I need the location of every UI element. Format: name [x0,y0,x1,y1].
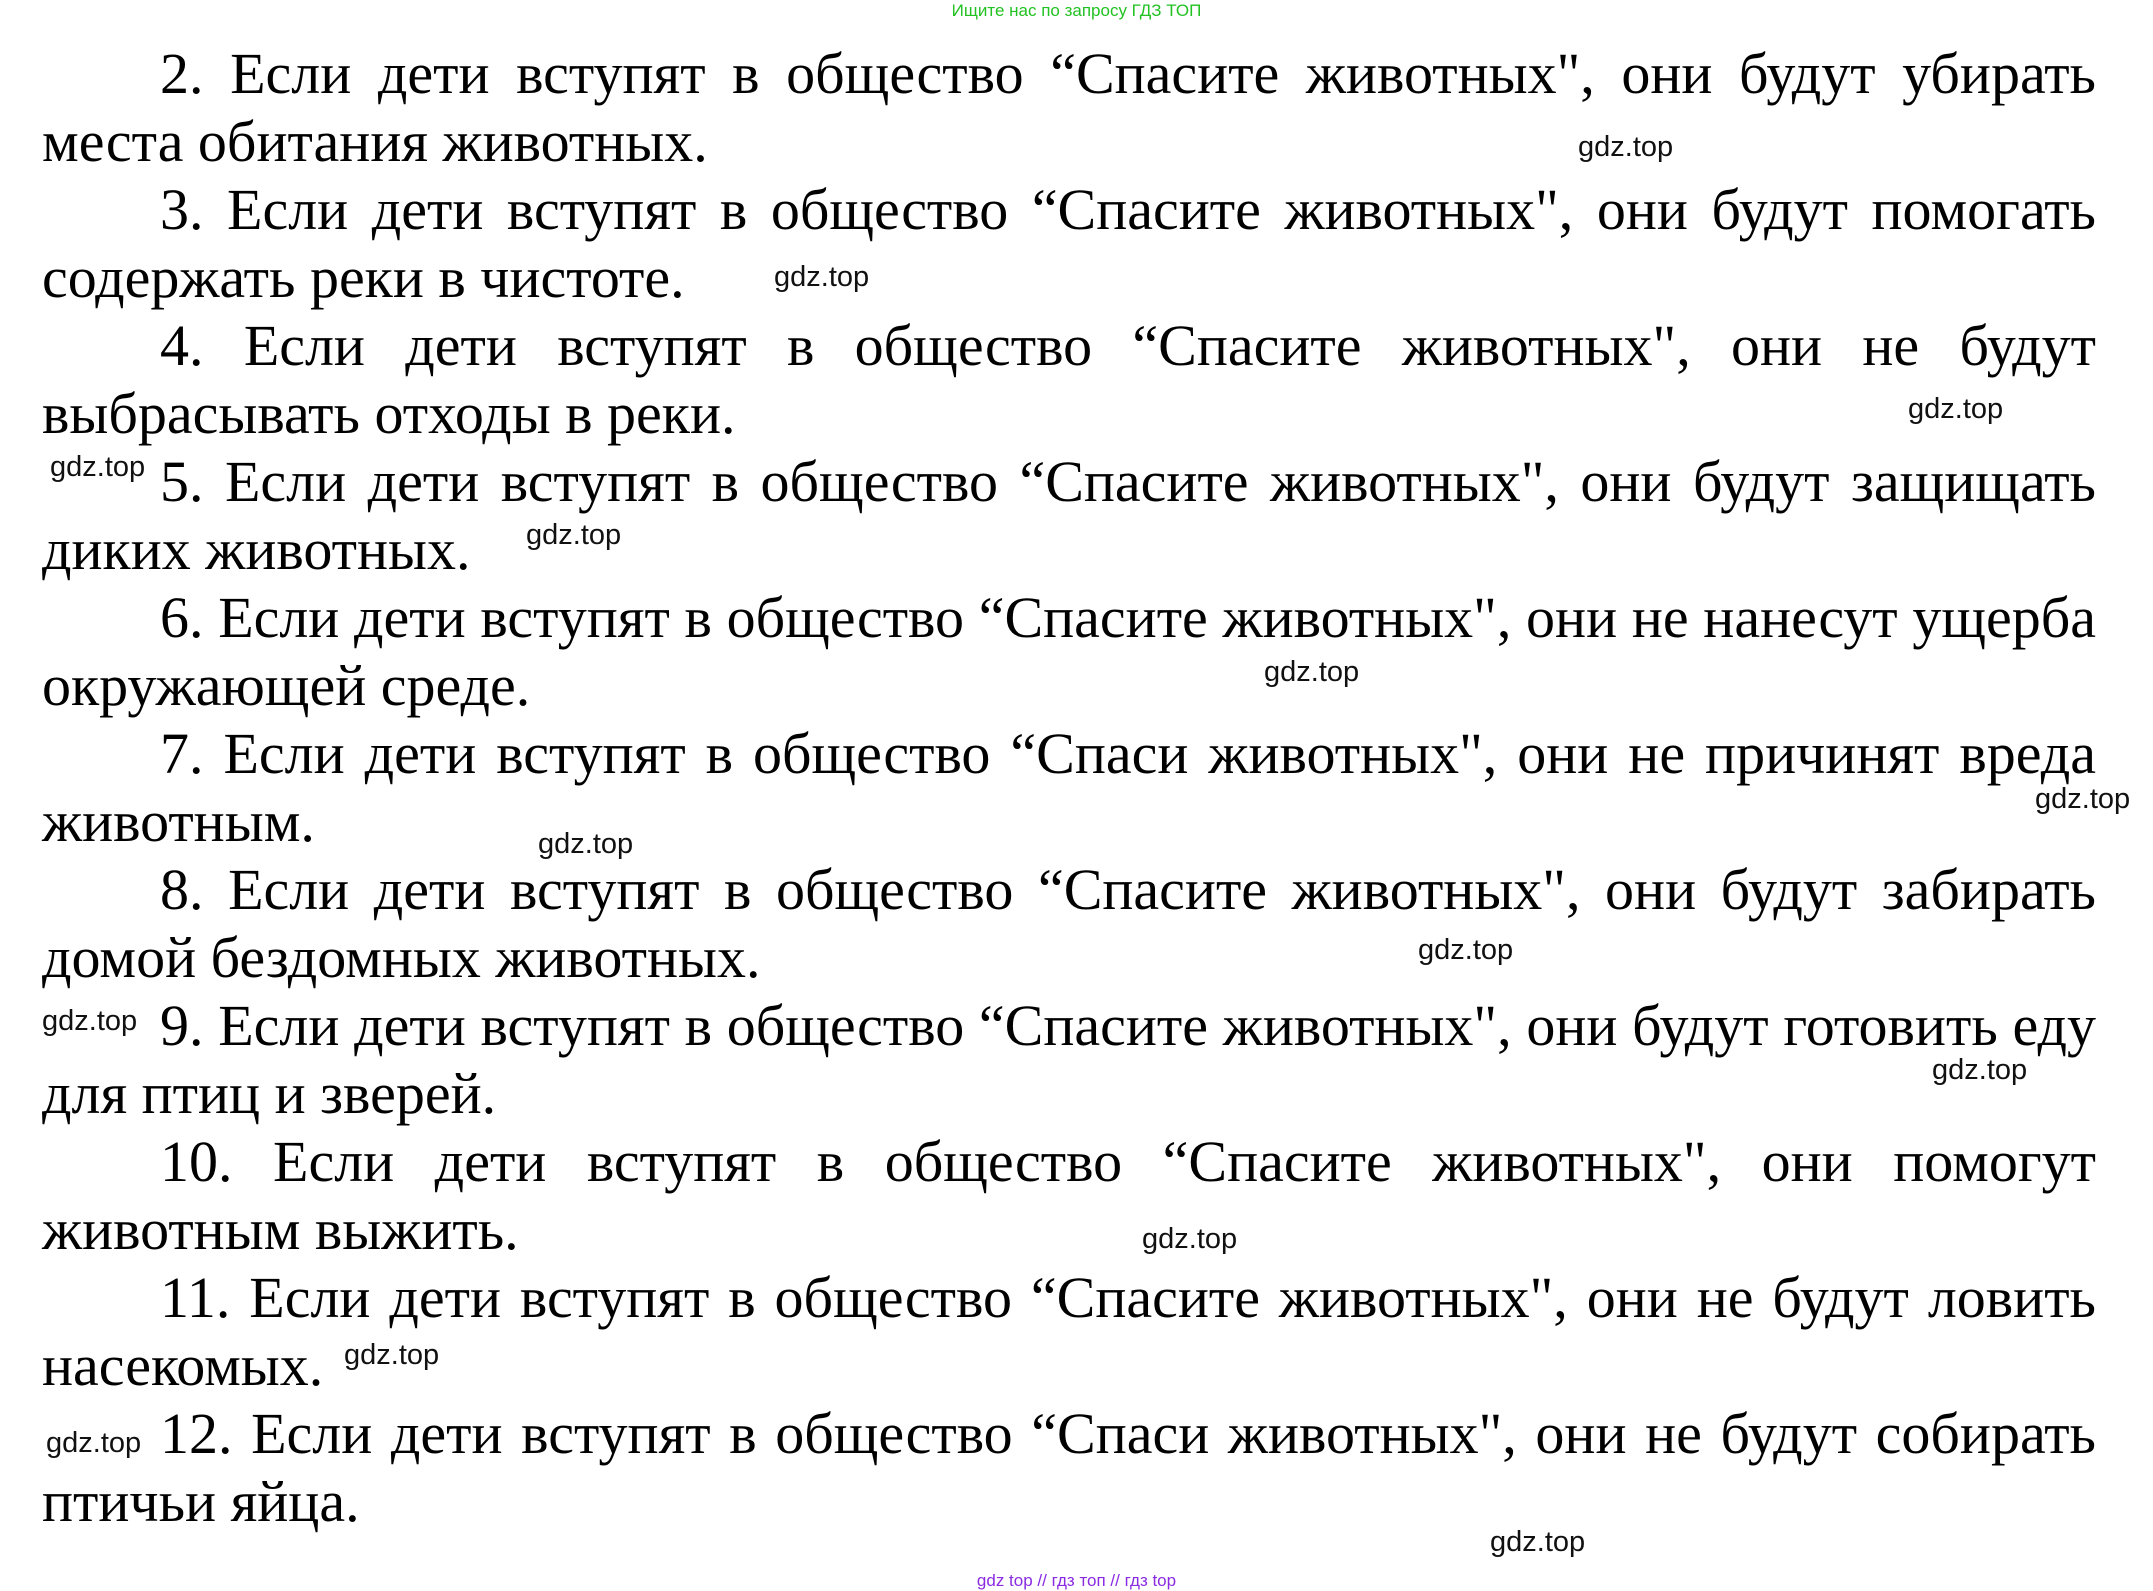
watermark: gdz.top [50,451,146,483]
watermark: gdz.top [1490,1526,1586,1558]
paragraph-9: 9. Если дети вступят в общество “Спасите животных", они будут готовить еду для птиц и зверей. [42,993,2096,1126]
watermark: gdz.top [46,1427,142,1459]
watermark: gdz.top [526,519,622,551]
watermark: gdz.top [42,1005,138,1037]
watermark: gdz.top [1578,131,1674,163]
document-body [42,40,2096,1536]
watermark: gdz.top [1142,1223,1238,1255]
paragraph-4: 4. Если дети вступят в общество “Спасите животных", они не будут выбрасывать отходы в реки. [42,313,2096,446]
footer-links[interactable]: gdz top // гдз топ // гдз top [976,1571,1177,1590]
paragraph-6: 6. Если дети вступят в общество “Спасите животных", они не нанесут ущерба окружающей среде. [42,585,2096,718]
paragraph-12: 12. Если дети вступят в общество “Спаси животных", они не будут собирать птичьи яйца. [42,1401,2096,1534]
watermark: gdz.top [538,828,634,860]
paragraph-10: 10. Если дети вступят в общество “Спасите животных", они помогут животным выжить. [42,1129,2096,1262]
paragraph-2: 2. Если дети вступят в общество “Спасите животных", они будут убирать места обитания животных. [42,41,2096,174]
top-banner[interactable]: Ищите нас по запросу ГДЗ ТОП [951,1,1202,20]
watermark: gdz.top [2035,783,2131,815]
watermark: gdz.top [1264,656,1360,688]
paragraph-7: 7. Если дети вступят в общество “Спаси животных", они не причинят вреда животным. [42,721,2096,854]
watermark: gdz.top [344,1339,440,1371]
watermark: gdz.top [1418,934,1514,966]
watermark: gdz.top [1908,393,2004,425]
paragraph-8: 8. Если дети вступят в общество “Спасите животных", они будут забирать домой бездомных животных. [42,857,2096,990]
paragraph-5: 5. Если дети вступят в общество “Спасите животных", они будут защищать диких животных. [42,449,2096,582]
watermark: gdz.top [774,261,870,293]
watermark: gdz.top [1932,1054,2028,1086]
paragraph-3: 3. Если дети вступят в общество “Спасите животных", они будут помогать содержать реки в чистоте. [42,177,2096,310]
paragraph-11: 11. Если дети вступят в общество “Спасите животных", они не будут ловить насекомых. [42,1265,2096,1398]
